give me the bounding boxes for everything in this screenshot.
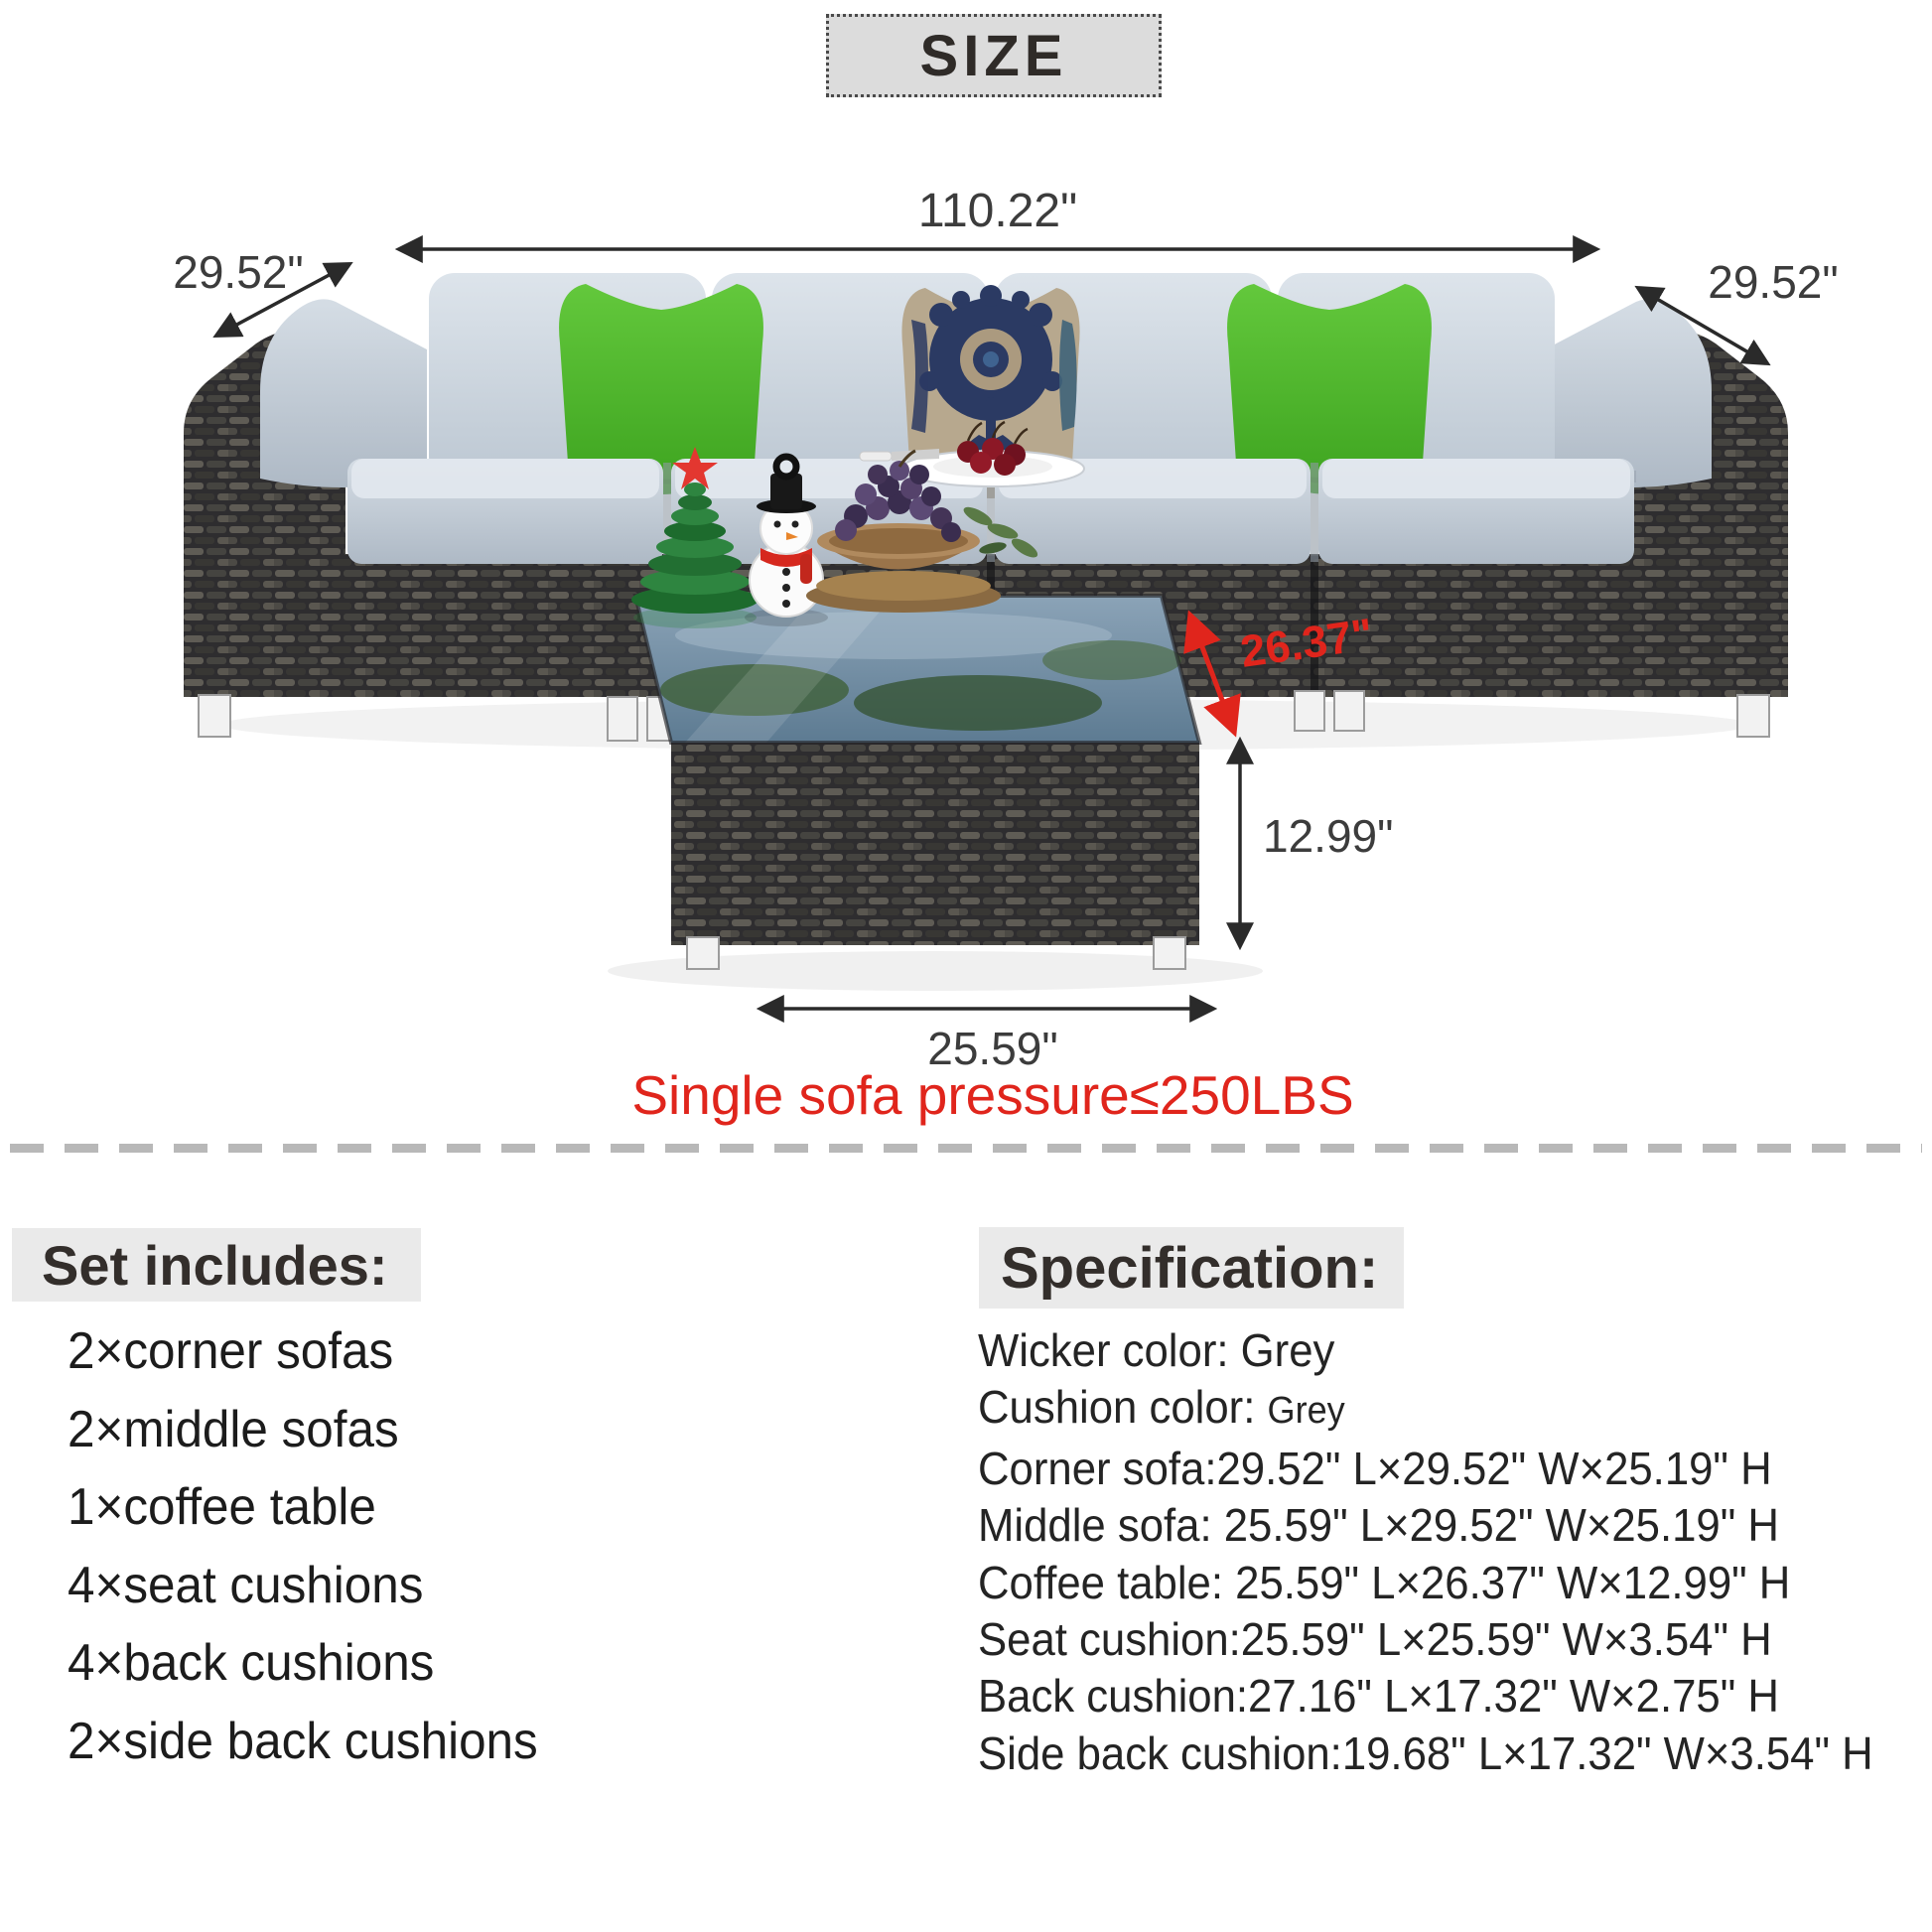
scarf-tail xyxy=(800,554,812,584)
sofa-foot xyxy=(199,695,230,737)
coffee-table xyxy=(608,596,1263,991)
sofa-foot xyxy=(1334,691,1364,731)
spec-line: Seat cushion:25.59" L×25.59" W×3.54" H xyxy=(978,1613,1772,1666)
wicker-color-value: Grey xyxy=(1240,1324,1335,1376)
table-depth-label: 26.37" xyxy=(1237,608,1377,677)
pressure-note: Single sofa pressure≤250LBS xyxy=(631,1064,1354,1126)
sofa-foot xyxy=(608,697,637,741)
size-title: SIZE xyxy=(919,23,1068,88)
set-includes-list xyxy=(68,1312,563,1780)
table-foot xyxy=(687,937,719,969)
list-item: 2×side back cushions xyxy=(68,1712,538,1770)
set-includes-heading: Set includes: xyxy=(42,1233,388,1297)
dashed-divider xyxy=(10,1144,1922,1153)
spec-line xyxy=(978,1379,1920,1440)
table-height-label: 12.99" xyxy=(1263,810,1394,862)
set-includes-heading-box xyxy=(12,1228,421,1302)
list-item: 4×seat cushions xyxy=(68,1556,424,1614)
list-item: 2×middle sofas xyxy=(68,1400,399,1458)
table-front xyxy=(671,741,1199,945)
wicker-color-label: Wicker color: xyxy=(978,1324,1229,1376)
spec-line: Coffee table: 25.59" L×26.37" W×12.99" H xyxy=(978,1556,1791,1608)
sofa-foot xyxy=(1737,695,1769,737)
list-item: 2×corner sofas xyxy=(68,1322,394,1380)
spec-line: Back cushion:27.16" L×17.32" W×2.75" H xyxy=(978,1670,1779,1723)
specification-heading: Specification: xyxy=(1001,1235,1379,1301)
sofa-foot xyxy=(1295,691,1324,731)
right-depth-label: 29.52" xyxy=(1708,256,1839,308)
spec-line: Corner sofa:29.52" L×29.52" W×25.19" H xyxy=(978,1442,1772,1494)
total-width-label: 110.22" xyxy=(917,185,1078,237)
left-depth-label: 29.52" xyxy=(173,246,304,298)
spec-line: Middle sofa: 25.59" L×29.52" W×25.19" H xyxy=(978,1499,1779,1552)
cushion-color-value: Grey xyxy=(1267,1390,1345,1433)
spec-line: Side back cushion:19.68" L×17.32" W×3.54" H xyxy=(978,1726,1873,1779)
seat-cushion xyxy=(347,459,663,564)
cushion-color-label: Cushion color: xyxy=(978,1381,1256,1434)
seat-seam xyxy=(1311,463,1318,562)
seat-cushion xyxy=(1318,459,1634,564)
list-item: 1×coffee table xyxy=(68,1478,376,1536)
ikat-streak xyxy=(1059,320,1077,431)
knife-handle xyxy=(860,452,892,461)
table-length-label: 25.59" xyxy=(927,1023,1058,1074)
specification-heading-box xyxy=(979,1227,1404,1309)
list-item: 4×back cushions xyxy=(68,1634,435,1692)
ikat-dot xyxy=(983,351,999,367)
table-foot xyxy=(1154,937,1185,969)
specification-list xyxy=(978,1322,1920,1782)
spec-line xyxy=(978,1322,1920,1379)
